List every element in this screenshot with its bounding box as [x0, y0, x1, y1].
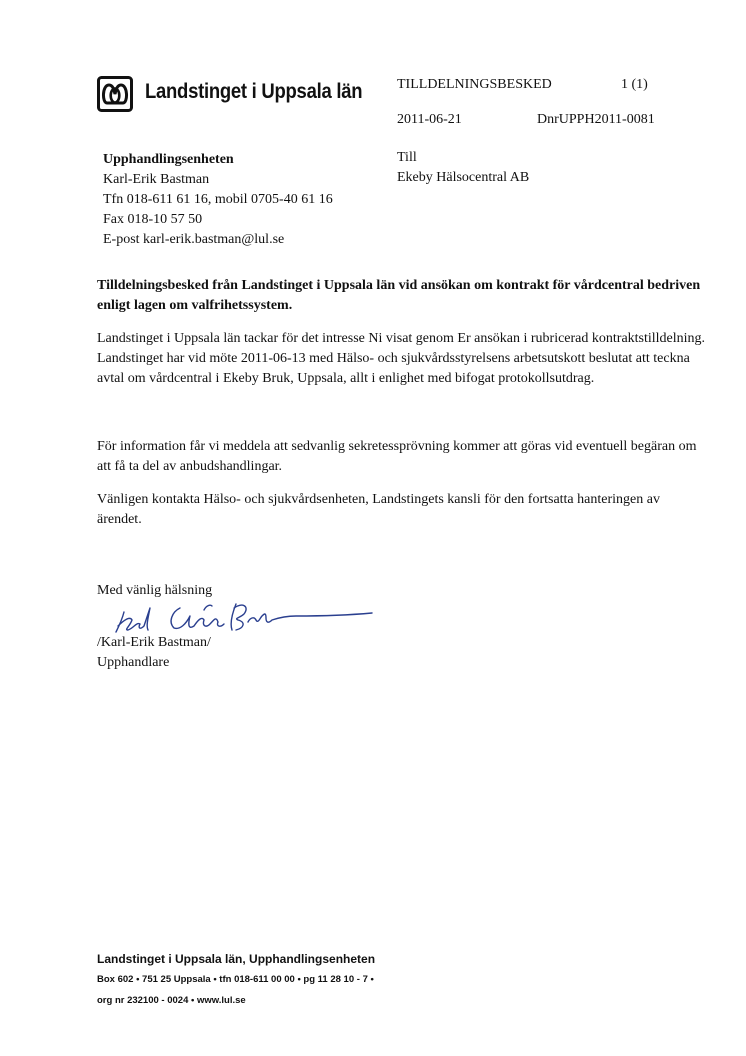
recipient-to: Till: [397, 150, 417, 165]
recipient-name: Ekeby Hälsocentral AB: [397, 170, 530, 185]
sender-email: E-post karl-erik.bastman@lul.se: [103, 232, 285, 247]
footer-org-number: org nr 232100 - 0024 • www.lul.se: [97, 995, 246, 1006]
logo-text: Landstinget i Uppsala län: [145, 80, 363, 103]
body-paragraph-2: För information får vi meddela att sedvanlig sekretessprövning kommer att göras vid eventuell begäran om att få ta del av anbudshandlingar.: [97, 439, 697, 474]
page-number: 1 (1): [621, 77, 648, 92]
document-date: 2011-06-21: [397, 112, 462, 127]
signer-block: [97, 633, 211, 673]
footer-address: Box 602 • 751 25 Uppsala • tfn 018-611 00 00 • pg 11 28 10 - 7 •: [97, 974, 374, 985]
body-paragraph-1: Landstinget i Uppsala län tackar för det intresse Ni visat genom Er ansökan i rubricerad kontraktstilldelning. Landstinget har vid möte 2011-06-13 med Hälso- och sjukvårdsstyrelsens arbetsutskott beslutat att teckna avtal om vårdcentral i Ekeby Bruk, Uppsala, allt i enlighet med bifogat protokollsutdrag.: [97, 331, 706, 386]
sender-phone: Tfn 018-611 61 16, mobil 0705-40 61 16: [103, 192, 333, 207]
closing-greeting: Med vänlig hälsning: [97, 583, 213, 598]
signer-name: /Karl-Erik Bastman/: [97, 635, 211, 650]
sender-unit: Upphandlingsenheten: [103, 152, 234, 167]
registration-number: DnrUPPH2011-0081: [537, 112, 655, 127]
letter-subject: Tilldelningsbesked från Landstinget i Uppsala län vid ansökan om kontrakt för vårdcentral bedriven enligt lagen om valfrihetssystem.: [97, 278, 701, 313]
footer-organization: Landstinget i Uppsala län, Upphandlingsenheten: [97, 952, 376, 966]
document-type: TILLDELNINGSBESKED: [397, 77, 552, 92]
sender-name: Karl-Erik Bastman: [103, 172, 210, 187]
sender-fax: Fax 018-10 57 50: [103, 212, 203, 227]
recipient-block: [397, 148, 529, 188]
landstinget-logo-icon: [97, 76, 133, 112]
body-paragraph-3: Vänligen kontakta Hälso- och sjukvårdsenheten, Landstingets kansli för den fortsatta hanteringen av ärendet.: [97, 492, 660, 527]
signer-title: Upphandlare: [97, 655, 170, 670]
sender-block: [103, 150, 333, 250]
